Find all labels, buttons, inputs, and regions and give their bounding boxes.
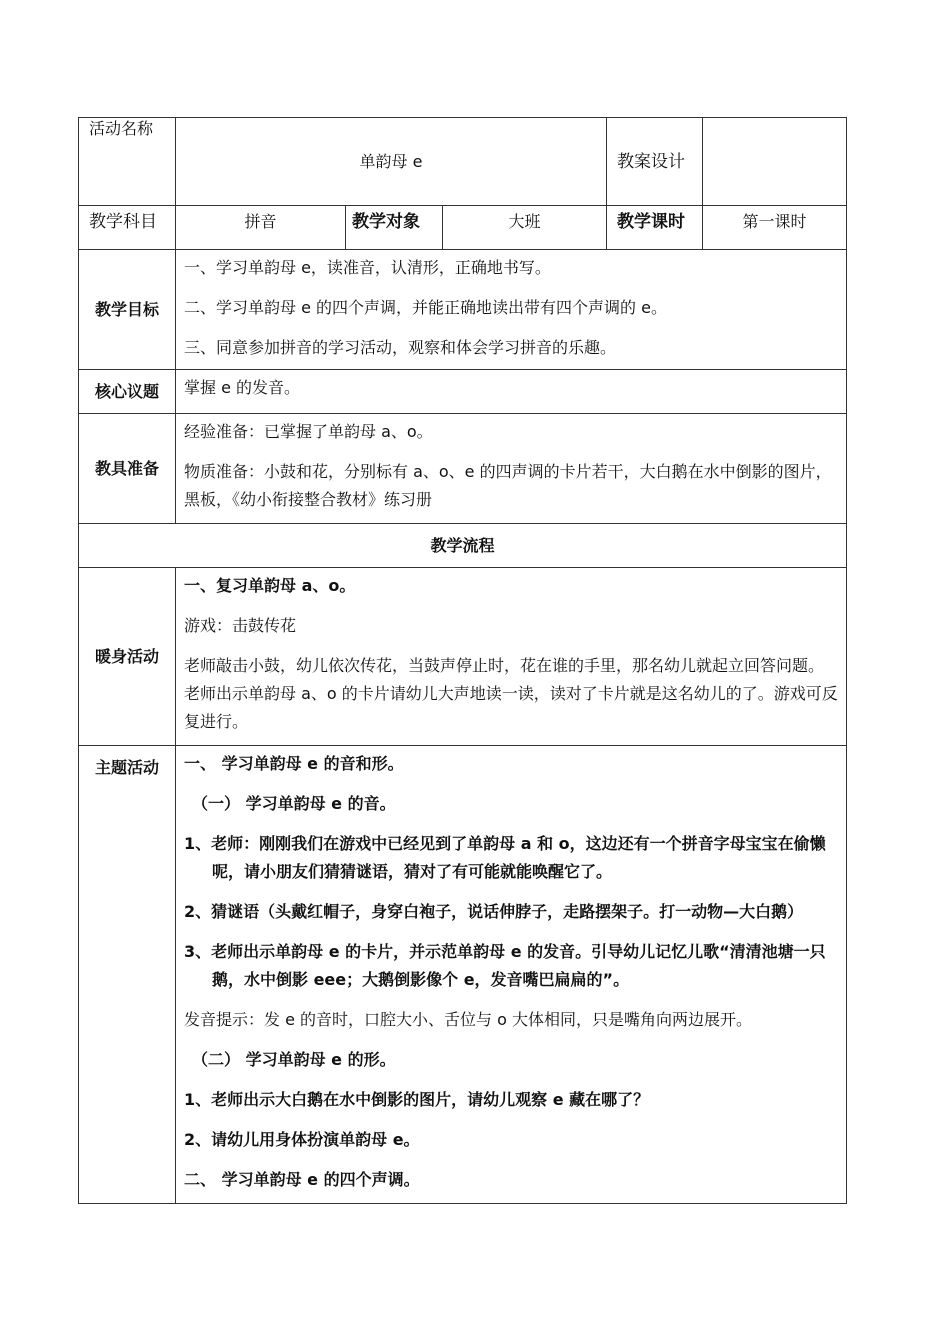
lesson-plan-table: [78, 117, 847, 1204]
prep-item: 物质准备：小鼓和花，分别标有 a、o、e 的四声调的卡片若干，大白鹅在水中倒影的图片，黑板，《幼小衔接整合教材》练习册: [184, 462, 832, 509]
row-goals: [79, 250, 847, 370]
row-flow-title: [79, 524, 847, 568]
activity-name-label: 活动名称: [79, 118, 176, 206]
row-main: [79, 746, 847, 1204]
goal-item: 一、学习单韵母 e，读准音，认清形，正确地书写。: [184, 258, 551, 277]
main-line: 发音提示：发 e 的音时，口腔大小、舌位与 o 大体相同，只是嘴角向两边展开。: [184, 1010, 752, 1029]
prep-item: 经验准备：已掌握了单韵母 a、o。: [184, 422, 433, 441]
period-value: 第一课时: [703, 206, 847, 250]
subject-value: 拼音: [176, 206, 346, 250]
main-line: （二） 学习单韵母 e 的形。: [192, 1050, 396, 1069]
audience-value: 大班: [443, 206, 607, 250]
main-line: 3、老师出示单韵母 e 的卡片，并示范单韵母 e 的发音。引导幼儿记忆儿歌“清清池塘一只鹅，水中倒影 eee；大鹅倒影像个 e，发音嘴巴扁扁的”。: [184, 942, 826, 989]
goals-content: [176, 250, 847, 370]
warmup-desc: 老师敲击小鼓，幼儿依次传花，当鼓声停止时，花在谁的手里，那名幼儿就起立回答问题。老师出示单韵母 a、o 的卡片请幼儿大声地读一读，读对了卡片就是这名幼儿的了。游戏可反复进行。: [184, 656, 838, 731]
row-info: [79, 206, 847, 250]
warmup-content: [176, 568, 847, 746]
design-label: 教案设计: [607, 118, 703, 206]
main-line: 一、 学习单韵母 e 的音和形。: [184, 754, 404, 773]
goal-item: 三、同意参加拼音的学习活动，观察和体会学习拼音的乐趣。: [184, 338, 617, 357]
prep-label: 教具准备: [79, 414, 176, 524]
warmup-label: 暖身活动: [79, 568, 176, 746]
audience-label: 教学对象: [346, 206, 443, 250]
prep-content: [176, 414, 847, 524]
main-line: 1、老师：刚刚我们在游戏中已经见到了单韵母 a 和 o，这边还有一个拼音字母宝宝在偷懒呢，请小朋友们猜猜谜语，猜对了有可能就能唤醒它了。: [184, 834, 826, 881]
activity-title: 单韵母 e: [176, 118, 607, 206]
row-activity-name: [79, 118, 847, 206]
core-text: 掌握 e 的发音。: [176, 370, 847, 414]
main-line: 2、猜谜语（头戴红帽子，身穿白袍子，说话伸脖子，走路摆架子。打一动物—大白鹅）: [184, 902, 804, 921]
main-line: 1、老师出示大白鹅在水中倒影的图片，请幼儿观察 e 藏在哪了？: [184, 1090, 650, 1109]
design-value: [703, 118, 847, 206]
main-label: 主题活动: [79, 746, 176, 1204]
warmup-heading: 一、复习单韵母 a、o。: [184, 576, 356, 595]
subject-label: 教学科目: [79, 206, 176, 250]
main-line: 二、 学习单韵母 e 的四个声调。: [184, 1170, 420, 1189]
flow-title: 教学流程: [79, 524, 847, 568]
row-warmup: [79, 568, 847, 746]
main-line: 2、请幼儿用身体扮演单韵母 e。: [184, 1130, 420, 1149]
row-core: [79, 370, 847, 414]
warmup-game: 游戏：击鼓传花: [184, 616, 297, 635]
goal-item: 二、学习单韵母 e 的四个声调，并能正确地读出带有四个声调的 e。: [184, 298, 667, 317]
row-prep: [79, 414, 847, 524]
main-line: （一） 学习单韵母 e 的音。: [192, 794, 396, 813]
goals-label: 教学目标: [79, 250, 176, 370]
core-label: 核心议题: [79, 370, 176, 414]
main-content: [176, 746, 847, 1204]
period-label: 教学课时: [607, 206, 703, 250]
